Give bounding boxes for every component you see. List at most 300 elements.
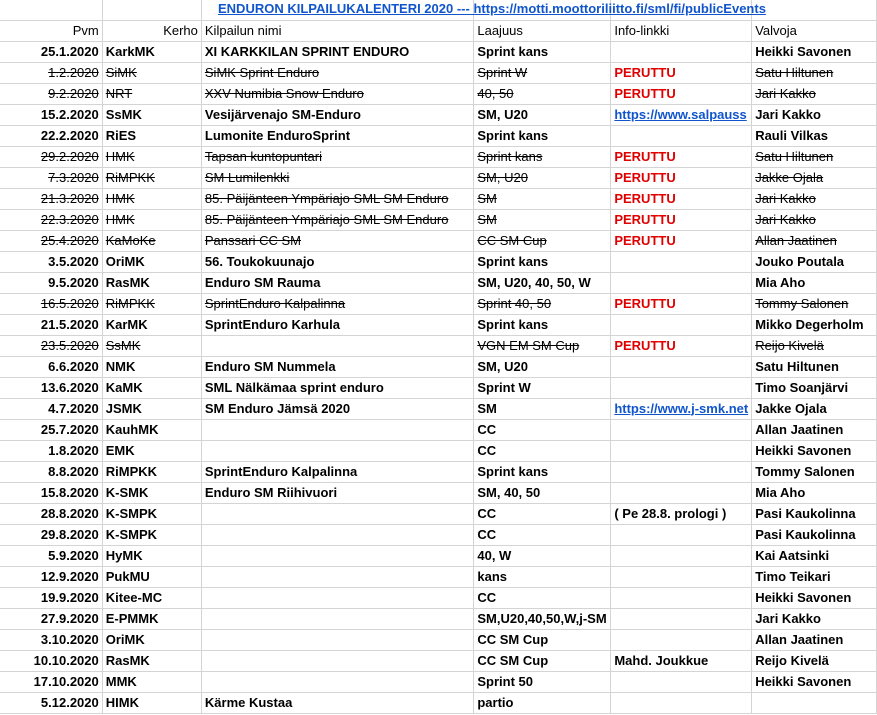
- scope-cell-text: SM: [477, 400, 497, 416]
- supervisor-cell[interactable]: [752, 377, 877, 398]
- info-cell[interactable]: [611, 587, 752, 608]
- club-cell[interactable]: [102, 188, 201, 209]
- event-name-cell[interactable]: [201, 83, 473, 104]
- header-pvm[interactable]: Pvm: [0, 20, 102, 41]
- scope-cell[interactable]: [474, 671, 611, 692]
- header-laajuus[interactable]: Laajuus: [474, 20, 611, 41]
- club-cell-text: MMK: [105, 673, 137, 689]
- club-cell-text: OriMK: [105, 631, 145, 647]
- table-row: [0, 335, 877, 356]
- club-cell[interactable]: [102, 62, 201, 83]
- date-cell-text: 22.2.2020: [40, 127, 99, 143]
- scope-cell[interactable]: [474, 167, 611, 188]
- supervisor-cell[interactable]: [752, 146, 877, 167]
- scope-cell-text: CC: [477, 589, 497, 605]
- club-cell[interactable]: [102, 692, 201, 713]
- supervisor-cell-text: Allan Jaatinen: [755, 232, 837, 248]
- event-name-cell[interactable]: [201, 566, 473, 587]
- info-cell[interactable]: [611, 251, 752, 272]
- club-cell-text: OriMK: [105, 253, 145, 269]
- club-cell[interactable]: [102, 419, 201, 440]
- info-cell[interactable]: [611, 692, 752, 713]
- date-cell[interactable]: [0, 272, 102, 293]
- club-cell[interactable]: [102, 314, 201, 335]
- supervisor-cell[interactable]: [752, 356, 877, 377]
- club-cell[interactable]: [102, 545, 201, 566]
- date-cell-text: 29.2.2020: [40, 148, 99, 164]
- event-name-cell[interactable]: [201, 293, 473, 314]
- event-name-cell[interactable]: [201, 167, 473, 188]
- scope-cell[interactable]: [474, 146, 611, 167]
- club-cell-text: E-PMMK: [105, 610, 159, 626]
- club-cell-text: K-SMPK: [105, 505, 158, 521]
- event-name-cell-text: Enduro SM Rauma: [204, 274, 321, 290]
- club-cell[interactable]: [102, 524, 201, 545]
- supervisor-cell[interactable]: [752, 398, 877, 419]
- date-cell-text: 16.5.2020: [40, 295, 99, 311]
- event-name-cell[interactable]: [201, 230, 473, 251]
- scope-cell[interactable]: [474, 356, 611, 377]
- date-cell-text: 21.3.2020: [40, 190, 99, 206]
- event-name-cell[interactable]: [201, 125, 473, 146]
- date-cell[interactable]: [0, 230, 102, 251]
- scope-cell[interactable]: [474, 83, 611, 104]
- scope-cell-text: Sprint kans: [477, 316, 549, 332]
- calendar-title[interactable]: ENDURON KILPAILUKALENTERI 2020 --- https://motti.moottoriliitto.fi/sml/fi/publicEvents: [218, 1, 766, 16]
- supervisor-cell[interactable]: [752, 587, 877, 608]
- scope-cell[interactable]: [474, 692, 611, 713]
- supervisor-cell-text: Mikko Degerholm: [755, 316, 864, 332]
- event-name-cell-text: Enduro SM Riihivuori: [204, 484, 338, 500]
- date-cell[interactable]: [0, 335, 102, 356]
- supervisor-cell[interactable]: [752, 209, 877, 230]
- date-cell[interactable]: [0, 419, 102, 440]
- club-cell-text: RasMK: [105, 652, 150, 668]
- supervisor-cell[interactable]: [752, 125, 877, 146]
- scope-cell-text: SM, 40, 50: [477, 484, 541, 500]
- scope-cell[interactable]: [474, 293, 611, 314]
- scope-cell-text: CC: [477, 421, 497, 437]
- supervisor-cell-text: Satu Hiltunen: [755, 64, 834, 80]
- scope-cell[interactable]: [474, 251, 611, 272]
- supervisor-cell-text: Tommy Salonen: [755, 463, 855, 479]
- scope-cell[interactable]: [474, 272, 611, 293]
- date-cell-text: 5.12.2020: [40, 694, 99, 710]
- header-info-linkki[interactable]: Info-linkki: [611, 20, 752, 41]
- club-cell[interactable]: [102, 671, 201, 692]
- event-name-cell[interactable]: [201, 398, 473, 419]
- supervisor-cell-text: Allan Jaatinen: [755, 421, 844, 437]
- table-row: [0, 608, 877, 629]
- event-name-cell[interactable]: [201, 188, 473, 209]
- scope-cell[interactable]: [474, 482, 611, 503]
- event-name-cell[interactable]: [201, 209, 473, 230]
- event-name-cell[interactable]: [201, 629, 473, 650]
- event-name-cell[interactable]: [201, 251, 473, 272]
- club-cell[interactable]: [102, 629, 201, 650]
- table-row: [0, 671, 877, 692]
- info-cell[interactable]: [611, 314, 752, 335]
- date-cell[interactable]: [0, 83, 102, 104]
- date-cell-text: 22.3.2020: [40, 211, 99, 227]
- table-row: [0, 629, 877, 650]
- event-name-cell[interactable]: [201, 587, 473, 608]
- supervisor-cell[interactable]: [752, 314, 877, 335]
- table-row: [0, 251, 877, 272]
- event-name-cell[interactable]: [201, 104, 473, 125]
- scope-cell[interactable]: [474, 125, 611, 146]
- scope-cell[interactable]: [474, 587, 611, 608]
- club-cell-text: NRT: [105, 85, 133, 101]
- date-cell-text: 3.5.2020: [48, 253, 99, 269]
- table-row: [0, 440, 877, 461]
- supervisor-cell[interactable]: [752, 566, 877, 587]
- supervisor-cell-text: Kai Aatsinki: [755, 547, 830, 563]
- info-cell-text: ( Pe 28.8. prologi ): [614, 505, 727, 521]
- club-cell-text: KarMK: [105, 316, 148, 332]
- supervisor-cell-text: Jakke Ojala: [755, 400, 827, 416]
- info-cell-text: PERUTTU: [614, 148, 676, 164]
- info-cell[interactable]: [611, 440, 752, 461]
- club-cell[interactable]: [102, 146, 201, 167]
- club-cell[interactable]: [102, 167, 201, 188]
- scope-cell-text: CC: [477, 442, 497, 458]
- scope-cell-text: 40, W: [477, 547, 512, 563]
- club-cell-text: HyMK: [105, 547, 143, 563]
- scope-cell[interactable]: [474, 461, 611, 482]
- header-valvoja[interactable]: Valvoja: [752, 20, 877, 41]
- club-cell-text: KauhMK: [105, 421, 159, 437]
- date-cell[interactable]: [0, 692, 102, 713]
- club-cell[interactable]: [102, 608, 201, 629]
- info-cell[interactable]: [611, 461, 752, 482]
- header-kilpailun-nimi[interactable]: Kilpailun nimi: [201, 20, 473, 41]
- date-cell-text: 15.8.2020: [40, 484, 99, 500]
- date-cell[interactable]: [0, 587, 102, 608]
- scope-cell[interactable]: [474, 41, 611, 62]
- supervisor-cell[interactable]: [752, 230, 877, 251]
- table-row: [0, 587, 877, 608]
- event-name-cell[interactable]: [201, 146, 473, 167]
- table-row: [0, 167, 877, 188]
- info-cell[interactable]: [611, 293, 752, 314]
- club-cell[interactable]: [102, 272, 201, 293]
- date-cell-text: 13.6.2020: [40, 379, 99, 395]
- info-cell[interactable]: [611, 188, 752, 209]
- supervisor-cell[interactable]: [752, 188, 877, 209]
- scope-cell-text: CC: [477, 526, 497, 542]
- club-cell[interactable]: [102, 587, 201, 608]
- info-cell[interactable]: [611, 377, 752, 398]
- event-name-cell[interactable]: [201, 314, 473, 335]
- club-cell[interactable]: [102, 125, 201, 146]
- date-cell[interactable]: [0, 356, 102, 377]
- date-cell[interactable]: [0, 104, 102, 125]
- header-row: [0, 20, 877, 41]
- info-cell[interactable]: [611, 167, 752, 188]
- scope-cell-text: Sprint kans: [477, 253, 549, 269]
- event-name-cell[interactable]: [201, 461, 473, 482]
- info-cell[interactable]: [611, 398, 752, 419]
- date-cell-text: 7.3.2020: [48, 169, 99, 185]
- info-cell[interactable]: [611, 272, 752, 293]
- supervisor-cell-text: Heikki Savonen: [755, 589, 852, 605]
- info-cell[interactable]: [611, 671, 752, 692]
- info-cell[interactable]: [611, 608, 752, 629]
- info-cell[interactable]: [611, 356, 752, 377]
- info-cell[interactable]: [611, 146, 752, 167]
- info-cell[interactable]: [611, 650, 752, 671]
- event-name-cell[interactable]: [201, 545, 473, 566]
- scope-cell-text: SM, U20: [477, 358, 528, 374]
- date-cell[interactable]: [0, 482, 102, 503]
- date-cell-text: 12.9.2020: [40, 568, 99, 584]
- date-cell[interactable]: [0, 62, 102, 83]
- date-cell[interactable]: [0, 608, 102, 629]
- supervisor-cell[interactable]: [752, 167, 877, 188]
- info-cell[interactable]: [611, 104, 752, 125]
- date-cell[interactable]: [0, 524, 102, 545]
- date-cell[interactable]: [0, 629, 102, 650]
- club-cell[interactable]: [102, 398, 201, 419]
- event-name-cell-text: SM Enduro Jämsä 2020: [204, 400, 351, 416]
- event-name-cell[interactable]: [201, 62, 473, 83]
- info-cell[interactable]: [611, 335, 752, 356]
- event-name-cell[interactable]: [201, 335, 473, 356]
- date-cell[interactable]: [0, 41, 102, 62]
- supervisor-cell[interactable]: [752, 524, 877, 545]
- info-cell[interactable]: [611, 545, 752, 566]
- table-row: [0, 125, 877, 146]
- club-cell[interactable]: [102, 335, 201, 356]
- event-name-cell[interactable]: [201, 377, 473, 398]
- date-cell[interactable]: [0, 293, 102, 314]
- supervisor-cell[interactable]: [752, 251, 877, 272]
- supervisor-cell[interactable]: [752, 608, 877, 629]
- scope-cell[interactable]: [474, 566, 611, 587]
- club-cell[interactable]: [102, 356, 201, 377]
- club-cell-text: SiMK: [105, 64, 137, 80]
- supervisor-cell[interactable]: [752, 62, 877, 83]
- event-name-cell[interactable]: [201, 272, 473, 293]
- scope-cell[interactable]: [474, 503, 611, 524]
- supervisor-cell[interactable]: [752, 419, 877, 440]
- supervisor-cell-text: Pasi Kaukolinna: [755, 505, 856, 521]
- club-cell-text: JSMK: [105, 400, 142, 416]
- scope-cell[interactable]: [474, 62, 611, 83]
- scope-cell-text: VGN EM SM Cup: [477, 337, 580, 353]
- scope-cell[interactable]: [474, 650, 611, 671]
- club-cell[interactable]: [102, 230, 201, 251]
- info-cell[interactable]: [611, 419, 752, 440]
- event-name-cell[interactable]: [201, 482, 473, 503]
- scope-cell[interactable]: [474, 440, 611, 461]
- date-cell-text: 1.2.2020: [48, 64, 99, 80]
- supervisor-cell-text: Tommy Salonen: [755, 295, 849, 311]
- club-cell[interactable]: [102, 209, 201, 230]
- date-cell-text: 1.8.2020: [48, 442, 99, 458]
- date-cell[interactable]: [0, 503, 102, 524]
- supervisor-cell-text: Jari Kakko: [755, 190, 816, 206]
- event-name-cell-text: Kärme Kustaa: [204, 694, 293, 710]
- event-name-cell-text: XI KARKKILAN SPRINT ENDURO: [204, 43, 410, 59]
- supervisor-cell[interactable]: [752, 629, 877, 650]
- event-name-cell-text: 56. Toukokuunajo: [204, 253, 315, 269]
- info-cell[interactable]: [611, 83, 752, 104]
- club-cell[interactable]: [102, 377, 201, 398]
- scope-cell[interactable]: [474, 230, 611, 251]
- supervisor-cell[interactable]: [752, 461, 877, 482]
- event-name-cell[interactable]: [201, 692, 473, 713]
- club-cell-text: EMK: [105, 442, 135, 458]
- date-cell[interactable]: [0, 461, 102, 482]
- club-cell[interactable]: [102, 461, 201, 482]
- club-cell[interactable]: [102, 41, 201, 62]
- scope-cell[interactable]: [474, 104, 611, 125]
- supervisor-cell-text: Jari Kakko: [755, 106, 821, 122]
- scope-cell[interactable]: [474, 335, 611, 356]
- event-name-cell-text: Enduro SM Nummela: [204, 358, 336, 374]
- scope-cell[interactable]: [474, 524, 611, 545]
- date-cell-text: 5.9.2020: [48, 547, 99, 563]
- info-cell[interactable]: [611, 629, 752, 650]
- table-row: [0, 566, 877, 587]
- scope-cell[interactable]: [474, 209, 611, 230]
- date-cell[interactable]: [0, 440, 102, 461]
- supervisor-cell[interactable]: [752, 83, 877, 104]
- club-cell[interactable]: [102, 440, 201, 461]
- table-row: [0, 398, 877, 419]
- info-cell[interactable]: [611, 41, 752, 62]
- scope-cell[interactable]: [474, 188, 611, 209]
- table-row: [0, 83, 877, 104]
- supervisor-cell[interactable]: [752, 104, 877, 125]
- info-cell[interactable]: [611, 503, 752, 524]
- club-cell[interactable]: [102, 251, 201, 272]
- scope-cell-text: SM, U20: [477, 169, 528, 185]
- scope-cell[interactable]: [474, 314, 611, 335]
- scope-cell[interactable]: [474, 419, 611, 440]
- event-name-cell[interactable]: [201, 503, 473, 524]
- supervisor-cell[interactable]: [752, 503, 877, 524]
- club-cell[interactable]: [102, 482, 201, 503]
- club-cell[interactable]: [102, 293, 201, 314]
- event-name-cell[interactable]: [201, 608, 473, 629]
- event-name-cell-text: SprintEnduro Kalpalinna: [204, 295, 346, 311]
- info-cell[interactable]: [611, 62, 752, 83]
- date-cell[interactable]: [0, 650, 102, 671]
- supervisor-cell[interactable]: [752, 335, 877, 356]
- event-name-cell[interactable]: [201, 41, 473, 62]
- info-cell-text: https://www.salpauss: [614, 106, 747, 122]
- club-cell-text: KaMK: [105, 379, 143, 395]
- date-cell-text: 21.5.2020: [40, 316, 99, 332]
- header-kerho[interactable]: Kerho: [102, 20, 201, 41]
- date-cell[interactable]: [0, 314, 102, 335]
- supervisor-cell[interactable]: [752, 41, 877, 62]
- supervisor-cell[interactable]: [752, 671, 877, 692]
- event-name-cell-text: SM Lumilenkki: [204, 169, 290, 185]
- club-cell-text: RiES: [105, 127, 137, 143]
- table-row: [0, 482, 877, 503]
- info-cell-text: PERUTTU: [614, 232, 676, 248]
- supervisor-cell[interactable]: [752, 650, 877, 671]
- supervisor-cell[interactable]: [752, 692, 877, 713]
- table-row: [0, 293, 877, 314]
- date-cell[interactable]: [0, 146, 102, 167]
- club-cell[interactable]: [102, 83, 201, 104]
- info-cell-text: PERUTTU: [614, 295, 676, 311]
- table-row: [0, 650, 877, 671]
- date-cell[interactable]: [0, 377, 102, 398]
- club-cell-text: RiMPKK: [105, 169, 155, 185]
- date-cell[interactable]: [0, 125, 102, 146]
- date-cell-text: 28.8.2020: [40, 505, 99, 521]
- info-cell-text: PERUTTU: [614, 211, 676, 227]
- supervisor-cell[interactable]: [752, 482, 877, 503]
- event-name-cell[interactable]: [201, 440, 473, 461]
- club-cell[interactable]: [102, 104, 201, 125]
- club-cell[interactable]: [102, 503, 201, 524]
- date-cell[interactable]: [0, 167, 102, 188]
- scope-cell[interactable]: [474, 545, 611, 566]
- event-name-cell-text: 85. Päijänteen Ympäriajo SML SM Enduro: [204, 190, 449, 206]
- table-row: [0, 419, 877, 440]
- date-cell[interactable]: [0, 671, 102, 692]
- event-name-cell[interactable]: [201, 419, 473, 440]
- club-cell[interactable]: [102, 566, 201, 587]
- info-cell-text: https://www.j-smk.net: [614, 400, 749, 416]
- info-cell[interactable]: [611, 209, 752, 230]
- club-cell-text: Kitee-MC: [105, 589, 163, 605]
- supervisor-cell[interactable]: [752, 545, 877, 566]
- club-cell[interactable]: [102, 650, 201, 671]
- info-cell[interactable]: [611, 230, 752, 251]
- date-cell[interactable]: [0, 566, 102, 587]
- date-cell[interactable]: [0, 188, 102, 209]
- info-cell[interactable]: [611, 482, 752, 503]
- scope-cell-text: Sprint W: [477, 379, 531, 395]
- event-name-cell[interactable]: [201, 671, 473, 692]
- event-name-cell[interactable]: [201, 650, 473, 671]
- scope-cell-text: Sprint W: [477, 64, 528, 80]
- event-name-cell[interactable]: [201, 524, 473, 545]
- info-cell[interactable]: [611, 125, 752, 146]
- event-name-cell-text: Panssari CC SM: [204, 232, 301, 248]
- date-cell-text: 15.2.2020: [40, 106, 99, 122]
- date-cell[interactable]: [0, 209, 102, 230]
- info-cell-text: Mahd. Joukkue: [614, 652, 709, 668]
- scope-cell[interactable]: [474, 377, 611, 398]
- info-cell[interactable]: [611, 524, 752, 545]
- scope-cell[interactable]: [474, 608, 611, 629]
- club-cell-text: KarkMK: [105, 43, 155, 59]
- supervisor-cell[interactable]: [752, 440, 877, 461]
- supervisor-cell-text: Heikki Savonen: [755, 442, 852, 458]
- date-cell[interactable]: [0, 545, 102, 566]
- scope-cell[interactable]: [474, 398, 611, 419]
- club-cell-text: SsMK: [105, 337, 141, 353]
- date-cell[interactable]: [0, 251, 102, 272]
- supervisor-cell[interactable]: [752, 272, 877, 293]
- scope-cell-text: Sprint kans: [477, 127, 549, 143]
- scope-cell-text: SM: [477, 190, 497, 206]
- date-cell[interactable]: [0, 398, 102, 419]
- scope-cell[interactable]: [474, 629, 611, 650]
- info-cell[interactable]: [611, 566, 752, 587]
- supervisor-cell[interactable]: [752, 293, 877, 314]
- event-name-cell[interactable]: [201, 356, 473, 377]
